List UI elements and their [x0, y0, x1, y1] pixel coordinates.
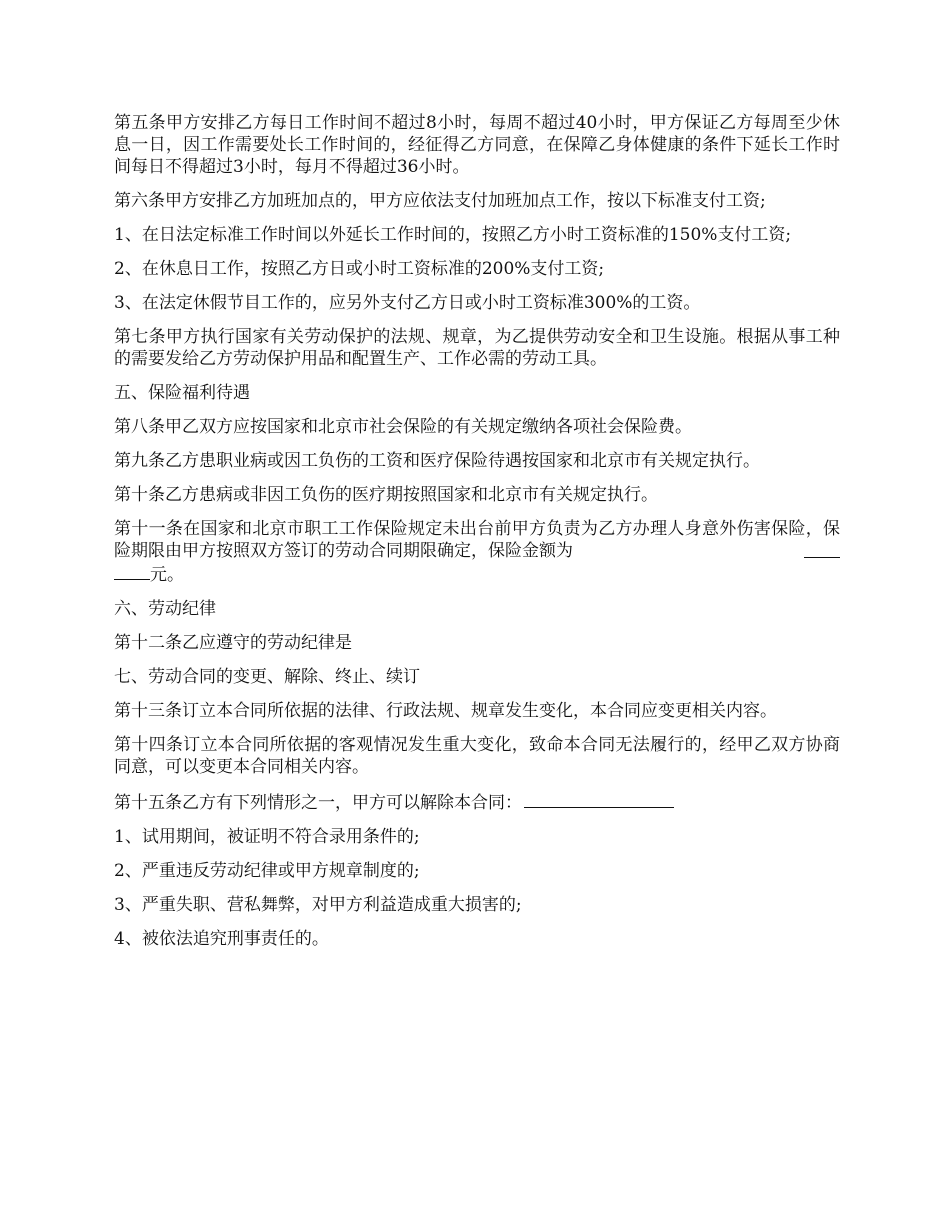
paragraph-article-8: 第八条甲乙双方应按国家和北京市社会保险的有关规定缴纳各项社会保险费。	[114, 417, 692, 437]
section-heading-insurance: 五、保险福利待遇	[114, 383, 250, 403]
paragraph-article-11	[114, 518, 840, 586]
paragraph-article-9: 第九条乙方患职业病或因工负伤的工资和医疗保险待遇按国家和北京市有关规定执行。	[114, 451, 760, 471]
article-15-text: 第十五条乙方有下列情形之一，甲方可以解除本合同：	[114, 793, 522, 813]
paragraph-article-10: 第十条乙方患病或非因工负伤的医疗期按照国家和北京市有关规定执行。	[114, 485, 658, 505]
termination-item-4: 4、被依法追究刑事责任的。	[114, 929, 329, 949]
termination-blank[interactable]	[524, 790, 674, 808]
paragraph-article-7: 第七条甲方执行国家有关劳动保护的法规、规章，为乙提供劳动安全和卫生设施。根据从事工种的需要发给乙方劳动保护用品和配置生产、工作必需的劳动工具。	[114, 327, 840, 369]
paragraph-article-14: 第十四条订立本合同所依据的客观情况发生重大变化，致命本合同无法履行的，经甲乙双方协商同意，可以变更本合同相关内容。	[114, 735, 840, 777]
termination-item-3: 3、严重失职、营私舞弊，对甲方利益造成重大损害的;	[114, 895, 522, 915]
paragraph-overtime-rule-3: 3、在法定休假节目工作的，应另外支付乙方日或小时工资标准300%的工资。	[114, 293, 701, 313]
insurance-amount-blank-continued[interactable]	[114, 562, 150, 580]
paragraph-article-12: 第十二条乙应遵守的劳动纪律是	[114, 633, 352, 653]
paragraph-overtime-rule-1: 1、在日法定标准工作时间以外延长工作时间的，按照乙方小时工资标准的150%支付工资;	[114, 225, 792, 245]
termination-item-2: 2、严重违反劳动纪律或甲方规章制度的;	[114, 861, 420, 881]
insurance-amount-unit: 元。	[150, 565, 184, 585]
section-heading-discipline: 六、劳动纪律	[114, 599, 216, 619]
paragraph-article-15	[114, 790, 840, 814]
paragraph-overtime-rule-2: 2、在休息日工作，按照乙方日或小时工资标准的200%支付工资;	[114, 259, 605, 279]
paragraph-article-6: 第六条甲方安排乙方加班加点的，甲方应依法支付加班加点工作，按以下标准支付工资;	[114, 191, 766, 211]
insurance-amount-blank[interactable]	[804, 540, 840, 558]
paragraph-article-13: 第十三条订立本合同所依据的法律、行政法规、规章发生变化，本合同应变更相关内容。	[114, 701, 777, 721]
paragraph-article-5: 第五条甲方安排乙方每日工作时间不超过8小时，每周不超过40小时，甲方保证乙方每周至少休息一日，因工作需要处长工作时间的，经征得乙方同意，在保障乙身体健康的条件下延长工作时间每日不得超过3小时，每月不得超过36小时。	[114, 113, 840, 177]
contract-page	[114, 112, 840, 962]
article-11-text: 第十一条在国家和北京市职工工作保险规定未出台前甲方负责为乙方办理人身意外伤害保险，保险期限由甲方按照双方签订的劳动合同期限确定，保险金额为	[114, 519, 840, 561]
section-heading-contract-changes: 七、劳动合同的变更、解除、终止、续订	[114, 667, 420, 687]
termination-item-1: 1、试用期间，被证明不符合录用条件的;	[114, 827, 420, 847]
